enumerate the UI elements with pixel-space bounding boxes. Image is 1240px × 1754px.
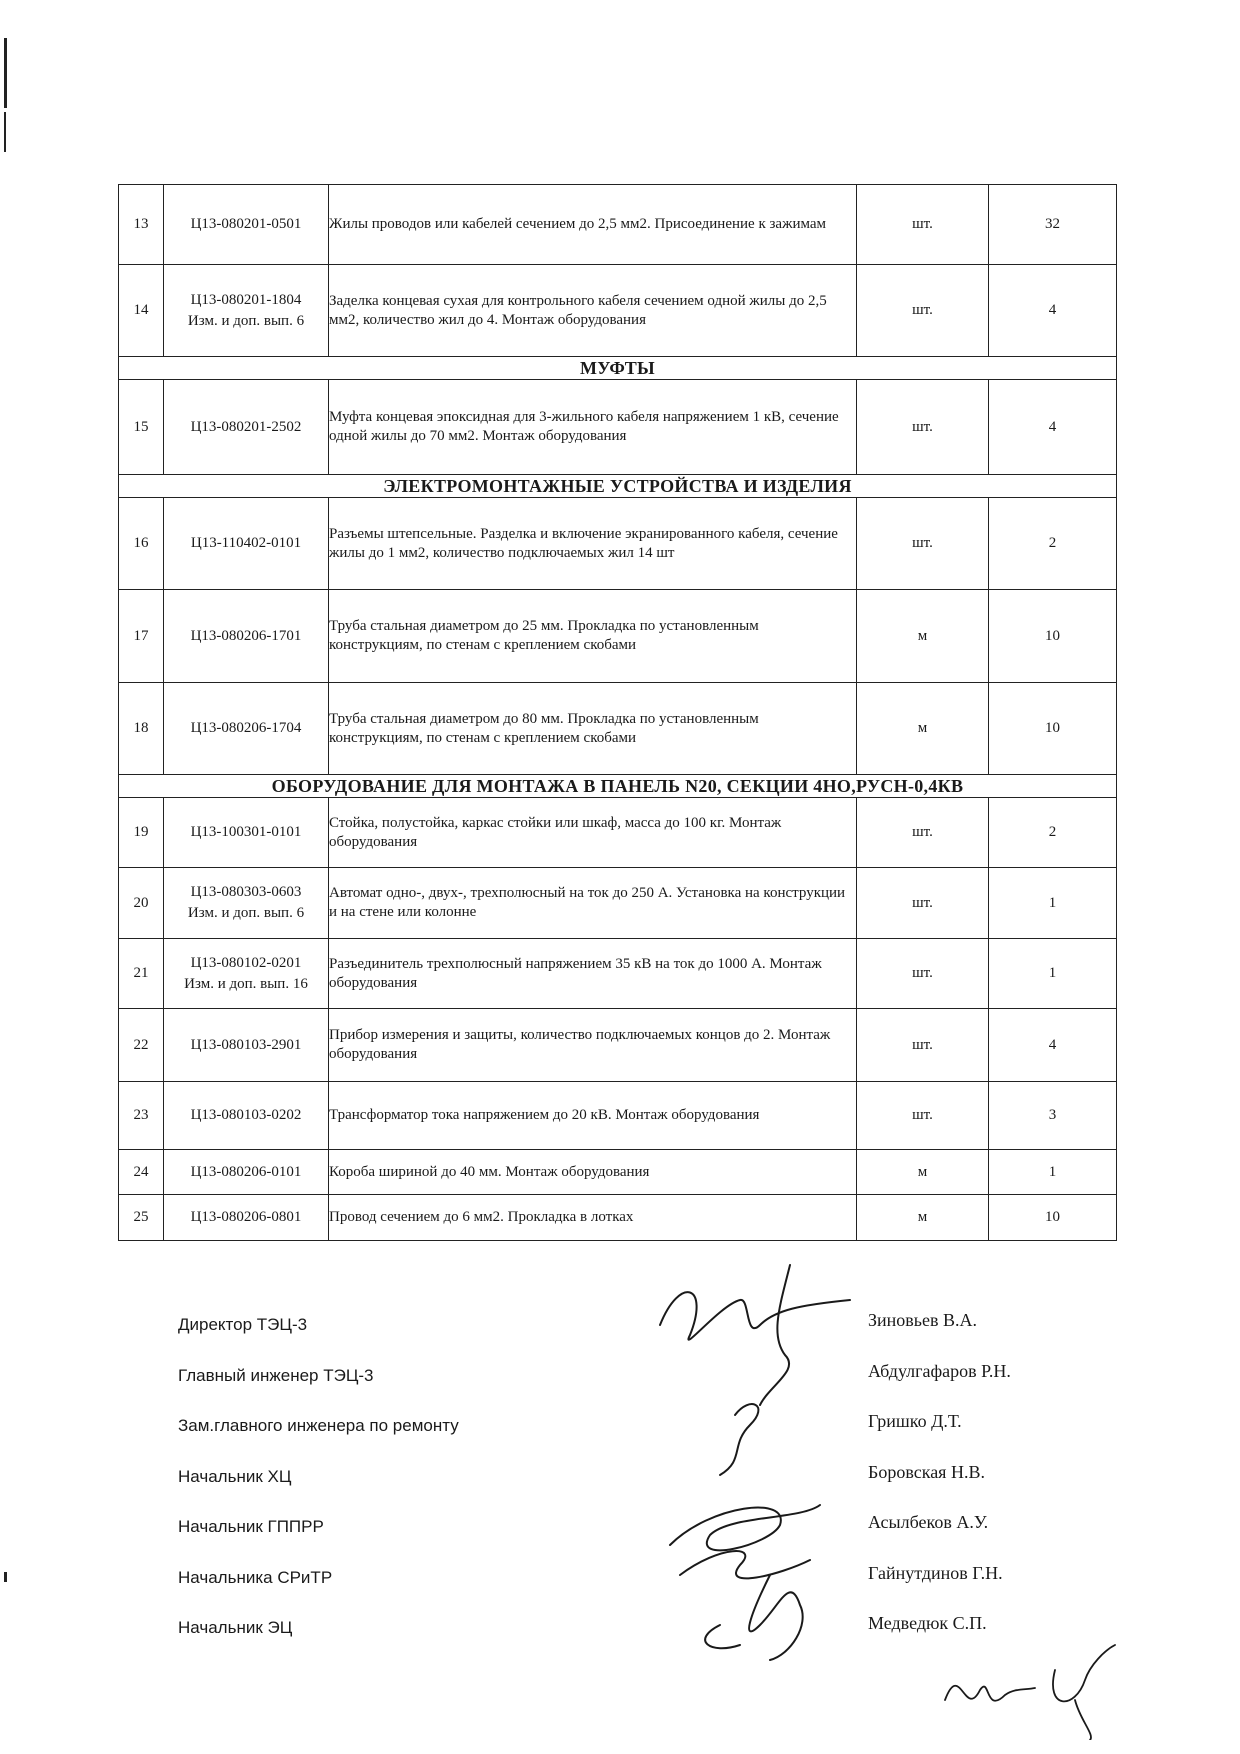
price-code-value: Ц13-110402-0101 bbox=[190, 535, 302, 551]
section-title: МУФТЫ bbox=[119, 357, 1117, 380]
quantity: 32 bbox=[989, 185, 1117, 265]
table-row bbox=[119, 498, 1117, 590]
table-row bbox=[119, 1082, 1117, 1150]
quantity: 1 bbox=[989, 868, 1117, 939]
signatures-image bbox=[650, 1245, 880, 1665]
price-code bbox=[164, 683, 329, 775]
name-asylbekov: Асылбеков А.У. bbox=[868, 1512, 989, 1532]
price-code-value: Ц13-080201-2502 bbox=[190, 418, 302, 435]
unit-of-measure: шт. bbox=[857, 265, 989, 357]
scan-edge-mark bbox=[4, 38, 7, 108]
unit-of-measure: шт. bbox=[857, 798, 989, 868]
unit-of-measure: шт. bbox=[857, 380, 989, 475]
table-row bbox=[119, 1150, 1117, 1195]
work-description: Жилы проводов или кабелей сечением до 2,5 мм2. Присоединение к зажимам bbox=[329, 185, 857, 265]
row-number: 15 bbox=[119, 380, 164, 475]
price-code-value: Ц13-080103-2901 bbox=[190, 1036, 302, 1053]
price-code-value: Ц13-100301-0101 bbox=[190, 824, 302, 840]
position-head-gpprr: Начальник ГППРР bbox=[178, 1517, 324, 1536]
work-description: Разъемы штепсельные. Разделка и включение экранированного кабеля, сечение жилы до 1 мм2, количество подключаемых жил 14 шт bbox=[329, 498, 857, 590]
work-description: Автомат одно-, двух-, трехполюсный на ток до 250 А. Установка на конструкции и на стене или колонне bbox=[329, 868, 857, 939]
row-number: 25 bbox=[119, 1195, 164, 1241]
row-number: 17 bbox=[119, 590, 164, 683]
name-zinovyev: Зиновьев В.А. bbox=[868, 1310, 977, 1330]
price-code bbox=[164, 1009, 329, 1082]
table-row bbox=[119, 868, 1117, 939]
signatory-names bbox=[868, 1310, 1011, 1664]
price-code bbox=[164, 939, 329, 1009]
row-number: 18 bbox=[119, 683, 164, 775]
work-description: Провод сечением до 6 мм2. Прокладка в лотках bbox=[329, 1195, 857, 1241]
quantity: 10 bbox=[989, 1195, 1117, 1241]
position-director: Директор ТЭЦ-3 bbox=[178, 1315, 308, 1334]
row-number: 23 bbox=[119, 1082, 164, 1150]
initials-image bbox=[935, 1640, 1135, 1740]
work-description: Заделка концевая сухая для контрольного кабеля сечением одной жилы до 2,5 мм2, количество жил до 4. Монтаж оборудования bbox=[329, 265, 857, 357]
quantity: 2 bbox=[989, 798, 1117, 868]
price-code-value: Ц13-080303-0603 bbox=[190, 884, 302, 900]
unit-of-measure: м bbox=[857, 1195, 989, 1241]
work-description: Короба шириной до 40 мм. Монтаж оборудования bbox=[329, 1150, 857, 1195]
section-header-row bbox=[119, 475, 1117, 498]
unit-of-measure: шт. bbox=[857, 498, 989, 590]
price-code-value: Ц13-080201-1804 bbox=[190, 291, 302, 308]
scan-edge-mark bbox=[4, 1572, 7, 1582]
quantity: 2 bbox=[989, 498, 1117, 590]
price-code-value: Ц13-080201-0501 bbox=[190, 216, 302, 232]
table-row bbox=[119, 1195, 1117, 1241]
table-row bbox=[119, 185, 1117, 265]
row-number: 21 bbox=[119, 939, 164, 1009]
work-description: Муфта концевая эпоксидная для 3-жильного кабеля напряжением 1 кВ, сечение одной жилы до 70 мм2. Монтаж оборудования bbox=[329, 380, 857, 475]
quantity: 1 bbox=[989, 939, 1117, 1009]
price-code-note: Изм. и доп. вып. 16 bbox=[184, 975, 308, 992]
section-header-row bbox=[119, 357, 1117, 380]
unit-of-measure: шт. bbox=[857, 1082, 989, 1150]
quantity: 10 bbox=[989, 683, 1117, 775]
position-chief-engineer: Главный инженер ТЭЦ-3 bbox=[178, 1365, 374, 1385]
price-code bbox=[164, 1082, 329, 1150]
quantity: 4 bbox=[989, 1009, 1117, 1082]
price-code bbox=[164, 590, 329, 683]
work-description: Трансформатор тока напряжением до 20 кВ. Монтаж оборудования bbox=[329, 1082, 857, 1150]
name-gainutdinov: Гайнутдинов Г.Н. bbox=[868, 1562, 1003, 1583]
price-code-value: Ц13-080206-1704 bbox=[190, 720, 302, 736]
work-description: Стойка, полустойка, каркас стойки или шкаф, масса до 100 кг. Монтаж оборудования bbox=[329, 798, 857, 868]
unit-of-measure: м bbox=[857, 683, 989, 775]
estimate-table-body bbox=[119, 185, 1117, 1241]
table-row bbox=[119, 683, 1117, 775]
unit-of-measure: м bbox=[857, 590, 989, 683]
quantity: 3 bbox=[989, 1082, 1117, 1150]
name-medvedyuk: Медведюк С.П. bbox=[868, 1613, 987, 1633]
unit-of-measure: шт. bbox=[857, 1009, 989, 1082]
row-number: 19 bbox=[119, 798, 164, 868]
price-code bbox=[164, 798, 329, 868]
price-code-value: Ц13-080206-0801 bbox=[190, 1209, 302, 1225]
row-number: 14 bbox=[119, 265, 164, 357]
price-code bbox=[164, 1150, 329, 1195]
work-description: Труба стальная диаметром до 80 мм. Прокладка по установленным конструкциям, по стенам с креплением скобами bbox=[329, 683, 857, 775]
price-code bbox=[164, 185, 329, 265]
price-code-note: Изм. и доп. вып. 6 bbox=[187, 905, 305, 921]
unit-of-measure: шт. bbox=[857, 185, 989, 265]
unit-of-measure: м bbox=[857, 1150, 989, 1195]
row-number: 20 bbox=[119, 868, 164, 939]
price-code bbox=[164, 1195, 329, 1241]
row-number: 24 bbox=[119, 1150, 164, 1195]
quantity: 10 bbox=[989, 590, 1117, 683]
price-code-note: Изм. и доп. вып. 6 bbox=[187, 312, 305, 329]
quantity: 1 bbox=[989, 1150, 1117, 1195]
name-grishko: Гришко Д.Т. bbox=[868, 1411, 962, 1431]
table-row bbox=[119, 939, 1117, 1009]
quantity: 4 bbox=[989, 380, 1117, 475]
price-code bbox=[164, 380, 329, 475]
position-head-sritr: Начальника СРиТР bbox=[178, 1567, 333, 1587]
position-head-ec: Начальник ЭЦ bbox=[178, 1618, 293, 1637]
price-code bbox=[164, 498, 329, 590]
table-row bbox=[119, 798, 1117, 868]
table-row bbox=[119, 380, 1117, 475]
row-number: 22 bbox=[119, 1009, 164, 1082]
table-row bbox=[119, 590, 1117, 683]
price-code-value: Ц13-080206-0101 bbox=[190, 1163, 302, 1180]
scan-edge-mark bbox=[4, 112, 6, 152]
work-description: Разъединитель трехполюсный напряжением 35 кВ на ток до 1000 А. Монтаж оборудования bbox=[329, 939, 857, 1009]
price-code-value: Ц13-080206-1701 bbox=[190, 627, 302, 644]
row-number: 16 bbox=[119, 498, 164, 590]
position-head-hc: Начальник ХЦ bbox=[178, 1466, 292, 1486]
work-description: Труба стальная диаметром до 25 мм. Прокладка по установленным конструкциям, по стенам с креплением скобами bbox=[329, 590, 857, 683]
row-number: 13 bbox=[119, 185, 164, 265]
price-code bbox=[164, 265, 329, 357]
section-title: ЭЛЕКТРОМОНТАЖНЫЕ УСТРОЙСТВА И ИЗДЕЛИЯ bbox=[119, 475, 1117, 498]
table-row bbox=[119, 1009, 1117, 1082]
table-row bbox=[119, 265, 1117, 357]
position-deputy-chief-engineer: Зам.главного инженера по ремонту bbox=[178, 1416, 459, 1435]
section-title: ОБОРУДОВАНИЕ ДЛЯ МОНТАЖА В ПАНЕЛЬ N20, СЕКЦИИ 4НО,РУСН-0,4КВ bbox=[119, 775, 1117, 798]
price-code-value: Ц13-080103-0202 bbox=[190, 1107, 302, 1123]
price-code bbox=[164, 868, 329, 939]
signatory-positions bbox=[178, 1315, 459, 1669]
work-description: Прибор измерения и защиты, количество подключаемых концов до 2. Монтаж оборудования bbox=[329, 1009, 857, 1082]
price-code-value: Ц13-080102-0201 bbox=[190, 954, 302, 971]
estimate-table bbox=[118, 184, 1117, 1241]
section-header-row bbox=[119, 775, 1117, 798]
name-borovskaya: Боровская Н.В. bbox=[868, 1461, 985, 1482]
unit-of-measure: шт. bbox=[857, 868, 989, 939]
unit-of-measure: шт. bbox=[857, 939, 989, 1009]
name-abdulgafarov: Абдулгафаров Р.Н. bbox=[868, 1360, 1011, 1381]
quantity: 4 bbox=[989, 265, 1117, 357]
